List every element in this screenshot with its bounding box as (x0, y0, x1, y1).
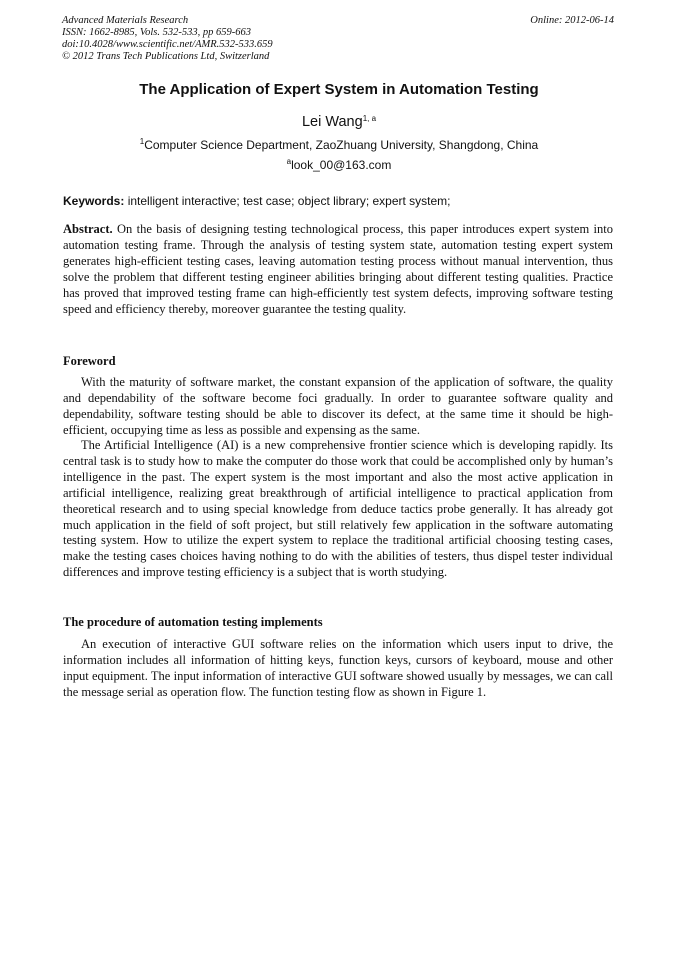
foreword-paragraph-1: With the maturity of software market, the constant expansion of the application of software, the quality and dependability of the software become foci gradually. In order to guarantee software quality and dependability, software testing should be able to discover its defect, at the same time it should be high-efficient, occupying time as less as possible and expensing as the same. (63, 375, 613, 437)
abstract-text: On the basis of designing testing technological process, this paper introduces expert system into automation testing frame. Through the analysis of testing system state, automation testing expert system generates high-efficient testing cases, leaving automation testing process without manual intervention, thus solve the problem that different testing engineer abilities bringing about different testing qualities. Practice has proved that improved testing frame can high-efficiently test system defects, improving software testing speed and efficiency thereby, moreover guarantee the testing quality. (63, 222, 613, 316)
affiliation-line (0, 137, 678, 153)
journal-doi[interactable]: doi:10.4028/www.scientific.net/AMR.532-533.659 (62, 39, 273, 50)
section-heading-procedure: The procedure of automation testing implements (63, 615, 323, 629)
abstract-label: Abstract. (63, 222, 113, 236)
journal-copyright: © 2012 Trans Tech Publications Ltd, Switzerland (62, 51, 270, 62)
online-date: Online: 2012-06-14 (530, 15, 614, 26)
author-line (0, 112, 678, 132)
foreword-paragraph-2: The Artificial Intelligence (AI) is a new comprehensive frontier science which is developing rapidly. Its central task is to study how to make the computer do those work that could be accomplished only by human’s intelligence in the past. The expert system is the most important and also the most active application in artificial intelligence, realizing great breakthrough of artificial intelligence to practical application from theoretical research and to using special knowledge from deduce tactics probe generally. It has already got much application in the field of soft project, but still relatively few application in the software automating testing system. How to utilize the expert system to replace the traditional artificial choosing testing cases, make the testing cases choices having nothing to do with the abilities of testers, thus dispel tester individual differences and improve testing efficiency is a subject that is worth studying. (63, 438, 613, 580)
author-name: Lei Wang (301, 114, 363, 130)
abstract-paragraph (63, 222, 613, 317)
email-superscript: a (286, 157, 292, 166)
email-address[interactable]: look_00@163.com (291, 158, 392, 172)
section-heading-foreword: Foreword (63, 354, 116, 368)
journal-name: Advanced Materials Research (62, 15, 189, 26)
author-superscript: 1, a (362, 114, 377, 123)
journal-issn: ISSN: 1662-8985, Vols. 532-533, pp 659-663 (62, 27, 251, 38)
email-line (0, 157, 678, 173)
affiliation-superscript: 1 (139, 137, 145, 146)
keywords-label: Keywords: (63, 194, 125, 208)
keywords-text: intelligent interactive; test case; object library; expert system; (127, 194, 451, 208)
affiliation-text: Computer Science Department, ZaoZhuang University, Shangdong, China (144, 138, 539, 152)
keywords-line (63, 193, 615, 209)
journal-header (62, 15, 273, 63)
procedure-paragraph-1: An execution of interactive GUI software relies on the information which users input to drive, the information includes all information of hitting keys, function keys, cursors of keyboard, mouse and other input equipment. The input information of interactive GUI software showed usually by messages, we can call the message serial as operation flow. The function testing flow as shown in Figure 1. (63, 637, 613, 699)
paper-title: The Application of Expert System in Automation Testing (139, 81, 539, 98)
